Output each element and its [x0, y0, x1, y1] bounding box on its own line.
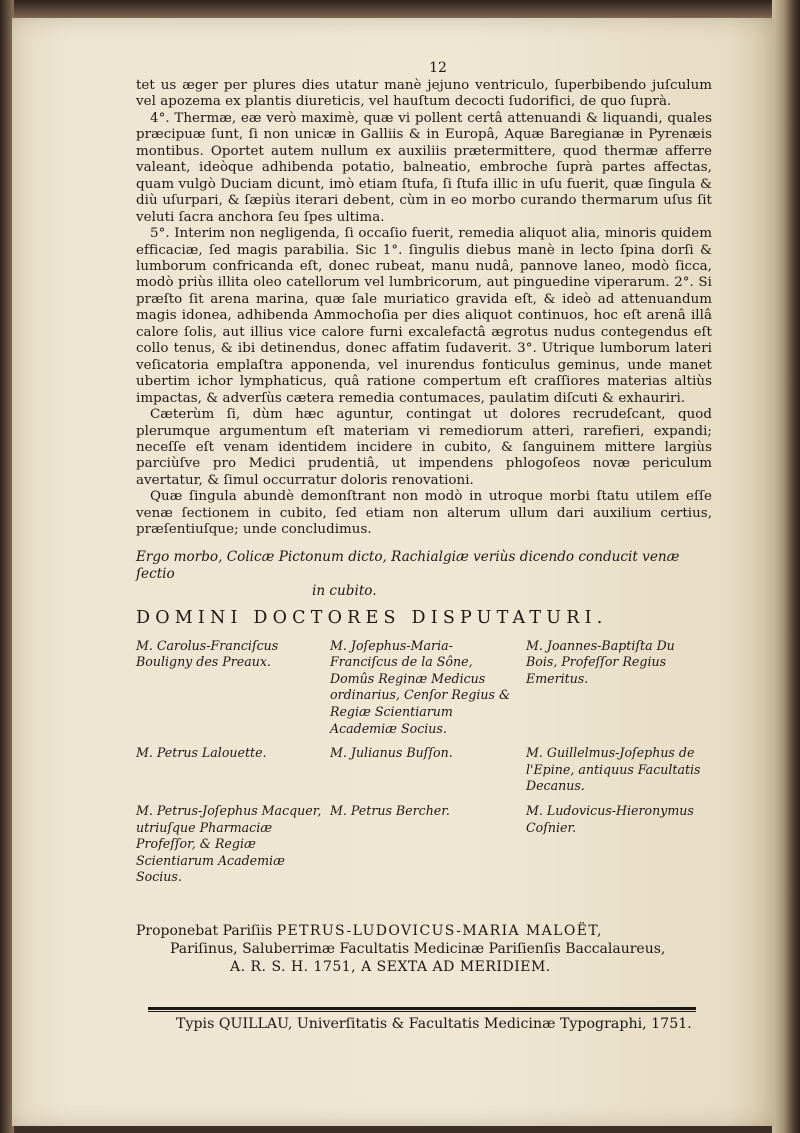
proposer-prefix: Proponebat Pariſiis [136, 923, 273, 939]
doctors-heading: DOMINI DOCTORES DISPUTATURI. [136, 607, 608, 628]
paragraph-continuation: tet us æger per plures dies utatur manè jejuno ventriculo, ſuperbibendo juſculum vel apozema ex plantis diureticis, vel hauſtum decocti ſudorifici, de quo ſuprà. [136, 78, 712, 110]
footer-rule-thin [148, 1011, 696, 1012]
proposer-date-line: A. R. S. H. 1751, A SEXTA AD MERIDIEM. [230, 959, 551, 975]
paragraph-ceterum: Cæterùm ſi, dùm hæc aguntur, contingat ut dolores recrudeſcant, quod plerumque argumentum eſt materiam vi remediorum atteri, rarefieri, expandi; neceſſe eſt venam identidem incidere in cubito, & ſanguinem mittere largiùs parciùſve pro Medici prudentiâ, ut impendens phlogoſeos novæ periculum avertatur, & ſimul occurratur doloris renovationi. [136, 407, 712, 488]
paragraph-remedia: 5°. Interim non negligenda, ſi occaſio fuerit, remedia aliquot alia, minoris quidem efficaciæ, ſed magis parabilia. Sic 1°. ſingulis diebus manè in lecto ſpina dorſi & lumborum confricanda eſt, donec rubeat, manu nudâ, pannove laneo, modò ſicca, modò priùs illita oleo catellorum vel lumbricorum, aut pinguedine viperarum. 2°. Si præſto ſit arena marina, quæ ſale muriatico gravida eſt, & ideò ad attenuandum magis idonea, adhibenda Ammochoſia per dies aliquot continuos, hoc eſt arenâ illâ calore ſolis, aut illius vice calore furni excalefactâ ægrotus nudus contegendus eſt collo tenus, & ibi detinendus, donec affatim ſudaverit. 3°. Utrique lumborum lateri veſicatoria emplaſtra apponenda, vel inurendus fonticulus geminus, unde manet ubertim ichor lymphaticus, quâ ratione compertum eſt craſſiores materias altiùs impactas, & adverſùs cætera remedia contumaces, paulatim diſcuti & exhauriri. [136, 226, 712, 406]
printer-imprint: Typis QUILLAU, Univerſitatis & Facultatis Medicinæ Typographi, 1751. [176, 1016, 692, 1032]
book-right-edge [772, 0, 800, 1133]
page-number: 12 [429, 60, 447, 76]
doctor-entry: M. Petrus Lalouette. [136, 745, 267, 761]
paragraph-quae-singula: Quæ ſingula abundè demonſtrant non modò in utroque morbi ſtatu utilem eſſe venæ ſectionem in cubito, ſed etiam non alterum ullum dari auxilium certius, præſentiuſque; unde concludimus. [136, 489, 712, 538]
footer-rule [148, 1007, 696, 1010]
proposer-line-1 [136, 922, 712, 940]
paragraph-thermae: 4°. Thermæ, eæ verò maximè, quæ vi pollent certâ attenuandi & liquandi, quales præcipuæ ſunt, ſi non unicæ in Galliis & in Europâ, Aquæ Baregianæ in Pyrenæis montibus. Oportet autem nullum ex auxiliis prætermittere, quod thermæ afferre valeant, ideòque adhibenda potatio, balneatio, embroche ſuprà partes affectas, quam vulgò Duciam dicunt, imò etiam ſtufa, ſi ſtufa illic in uſu fuerit, quæ ſingula & diù uſurpari, & ſæpiùs iterari debent, cùm in eo morbo curando thermarum uſus ſit veluti ſacra anchora ſeu ſpes ultima. [136, 110, 712, 225]
doctor-entry: M. Joſephus-Maria-Franciſcus de la Sône, Domûs Reginæ Medicus ordinarius, Cenſor Regius & Regiæ Scientiarum Academiæ Socius. [330, 637, 511, 736]
doctor-entry: M. Joannes-Baptiſta Du Bois, Profeſſor Regius Emeritus. [526, 637, 675, 686]
doctors-list [136, 638, 712, 886]
doctor-entry: M. Carolus-Franciſcus Bouligny des Preaux. [136, 637, 279, 670]
proposer-block [136, 922, 712, 976]
doctor-entry: M. Julianus Buſſon. [330, 745, 453, 761]
doctor-entry: M. Petrus-Joſephus Macquer, utriuſque Pharmaciæ Profeſſor, & Regiæ Scientiarum Academiæ Socius. [136, 803, 322, 885]
proposer-name: PETRUS-LUDOVICUS-MARIA MALOËT, [276, 923, 603, 939]
conclusion-line-1: Ergo morbo, Colicæ Pictonum dicto, Rachialgiæ veriùs dicendo conducit venæ ſectio [136, 548, 680, 582]
doctor-entry: M. Petrus Bercher. [330, 803, 450, 819]
page-content [136, 78, 712, 976]
proposer-line-2: Pariſinus, Saluberrimæ Facultatis Medicinæ Pariſienſis Baccalaureus, [170, 941, 666, 957]
doctor-entry: M. Guillelmus-Joſephus de l'Epine, antiquus Facultatis Decanus. [526, 745, 701, 794]
thesis-conclusion [136, 549, 712, 600]
doctor-entry: M. Ludovicus-Hieronymus Coſnier. [526, 803, 694, 835]
conclusion-line-2: in cubito. [312, 582, 377, 599]
